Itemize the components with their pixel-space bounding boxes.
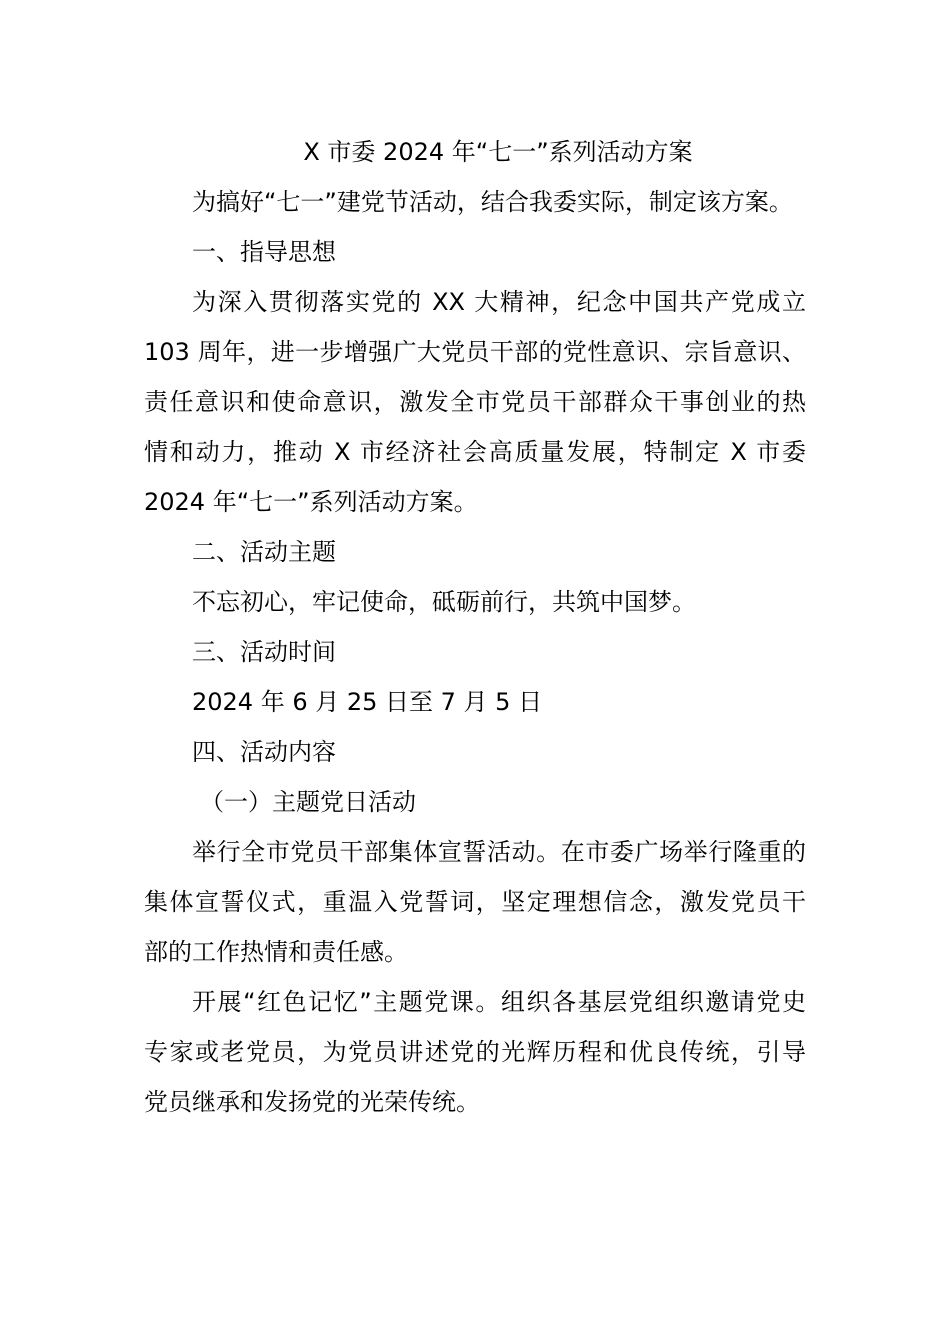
paragraph-line: 责任意识和使命意识，激发全市党员干部群众干事创业的热 <box>144 388 806 416</box>
section-heading-guiding-ideology: 一、指导思想 <box>192 238 336 266</box>
paragraph-line: 举行全市党员干部集体宣誓活动。在市委广场举行隆重的 <box>192 838 806 866</box>
intro-paragraph: 为搞好“七一”建党节活动，结合我委实际，制定该方案。 <box>192 188 793 216</box>
document-body <box>144 127 806 1127</box>
section-heading-activity-content: 四、活动内容 <box>192 738 336 766</box>
paragraph-line: 集体宣誓仪式，重温入党誓词，坚定理想信念，激发党员干 <box>144 888 806 916</box>
activity-time-text: 2024 年 6 月 25 日至 7 月 5 日 <box>192 688 543 716</box>
paragraph-line: 情和动力，推动 X 市经济社会高质量发展，特制定 X 市委 <box>144 438 806 466</box>
subsection-heading-theme-party-day: （一）主题党日活动 <box>200 788 416 816</box>
paragraph-line: 2024 年“七一”系列活动方案。 <box>144 488 478 516</box>
paragraph-line: 开展“红色记忆”主题党课。组织各基层党组织邀请党史 <box>192 988 806 1016</box>
section-heading-activity-time: 三、活动时间 <box>192 638 336 666</box>
paragraph-line: 党员继承和发扬党的光荣传统。 <box>144 1088 480 1116</box>
paragraph-line: 103 周年，进一步增强广大党员干部的党性意识、宗旨意识、 <box>144 338 806 366</box>
section-heading-activity-theme: 二、活动主题 <box>192 538 336 566</box>
paragraph-line: 为深入贯彻落实党的 XX 大精神，纪念中国共产党成立 <box>192 288 806 316</box>
activity-theme-text: 不忘初心，牢记使命，砥砺前行，共筑中国梦。 <box>192 588 696 616</box>
paragraph-line: 部的工作热情和责任感。 <box>144 938 408 966</box>
oath-activity-paragraph <box>144 827 806 977</box>
paragraph-line: 专家或老党员，为党员讲述党的光辉历程和优良传统，引导 <box>144 1038 806 1066</box>
document-title: X 市委 2024 年“七一”系列活动方案 <box>303 138 693 166</box>
guiding-ideology-paragraph <box>144 277 806 527</box>
red-memory-lesson-paragraph <box>144 977 806 1127</box>
